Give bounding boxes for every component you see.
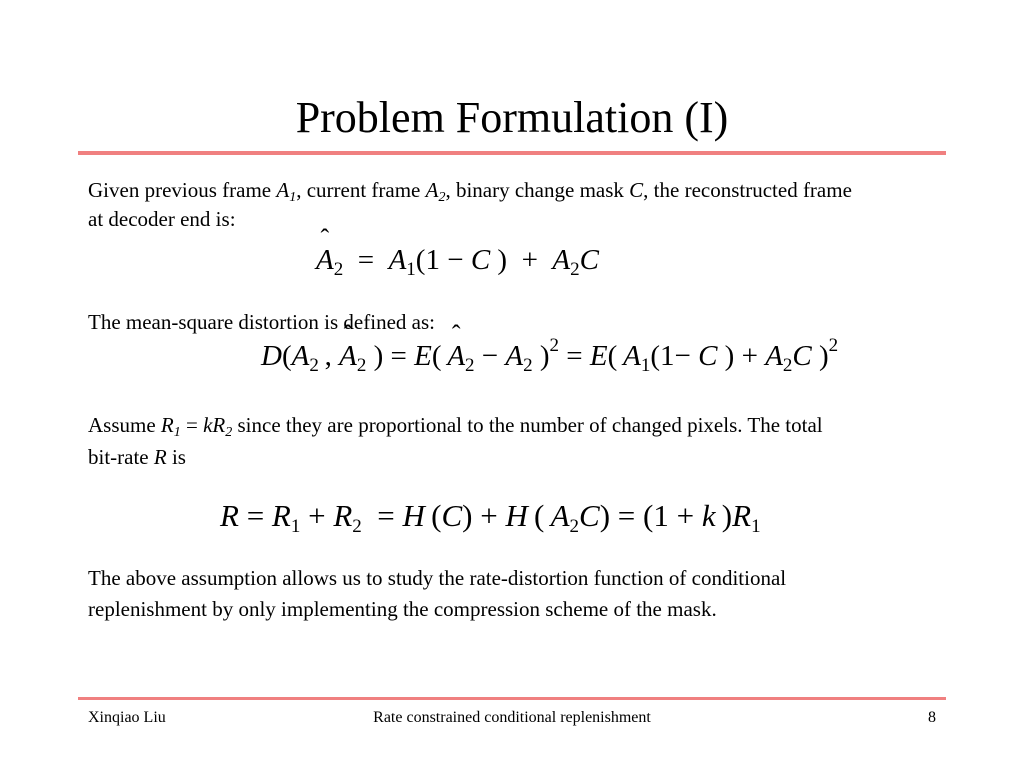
footer-divider	[78, 697, 946, 700]
title-divider	[78, 151, 946, 155]
equation-distortion: $D(A_2$ , ˆ $A_2$ ) = E( ˆ $A_2 - A_2$ )$^2$ = E( $A_1(1- C$ ) + $A_2C$ )$^2$	[261, 340, 838, 373]
footer-author: Xinqiao Liu	[88, 709, 166, 726]
paragraph-conclusion: The above assumption allows us to study the rate-distortion function of conditional replenishment by only implementing the compression scheme of the mask.	[88, 566, 787, 621]
paragraph-distortion: The mean-square distortion is defined as:	[88, 310, 435, 334]
paragraph-rate-assumption: Assume $R_1 = kR_2$ since they are proportional to the number of changed pixels. The total bit-rate R is	[88, 413, 823, 469]
footer-talk-title: Rate constrained conditional replenishment	[373, 709, 651, 726]
equation-total-bitrate: $R = R_1 + R_2 = H$ (C) + H ( $A_2C) = (1 + k$ )$R_1$	[220, 498, 761, 537]
equation-reconstructed-frame: ˆ $A_2 = A_1(1 - C$ ) + $A_2C$	[316, 244, 599, 277]
slide-title: Problem Formulation (I)	[295, 93, 729, 142]
footer-page-number: 8	[928, 709, 936, 726]
paragraph-reconstruction: Given previous frame $A_1$, current frame $A_2$, binary change mask C, the reconstructed frame at decoder end is:	[88, 178, 852, 231]
